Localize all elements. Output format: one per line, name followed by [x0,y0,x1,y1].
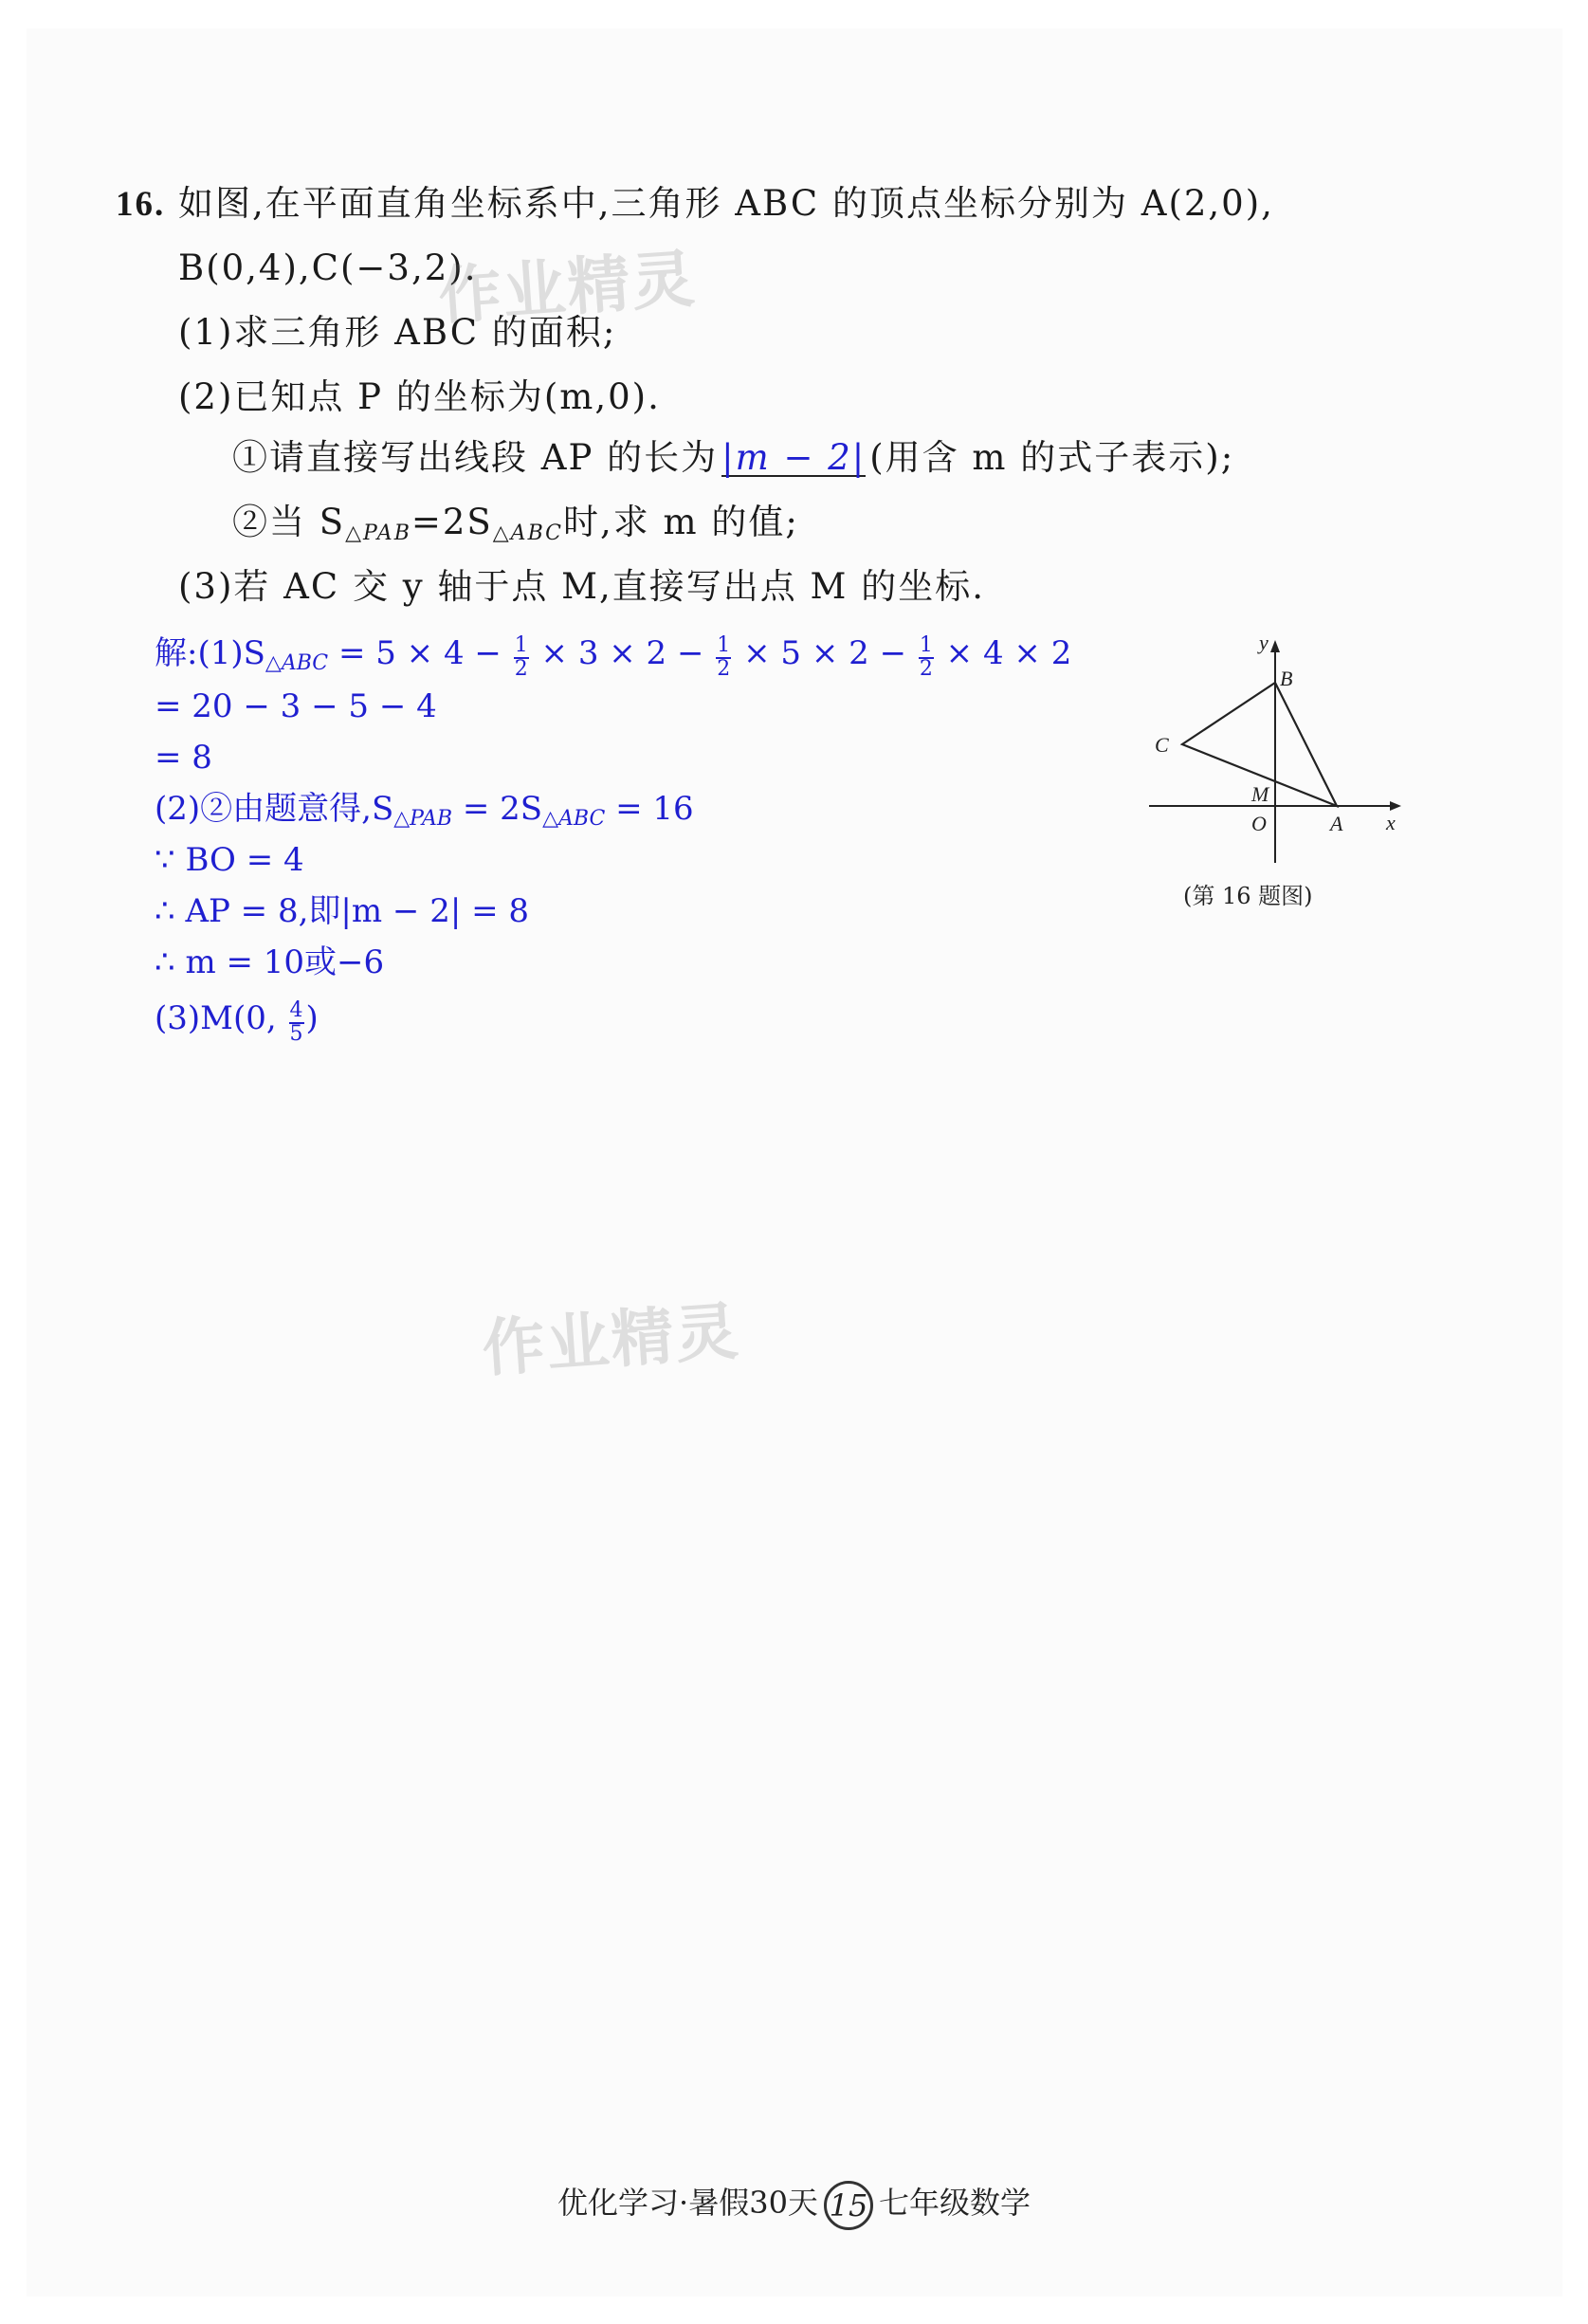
label-a: A [1330,812,1343,835]
solution-line-5: ∵ BO = 4 [155,841,304,879]
page-sheet [27,28,1562,2297]
solution-line-6: ∴ AP = 8,即|m − 2| = 8 [155,892,530,930]
q2b-prefix: ②当 S [232,502,346,542]
q2b-sub1: △PAB [345,522,411,545]
footer-book-title: 优化学习·暑假30天 [557,2185,818,2221]
watermark-middle: 作业精灵 [480,1294,742,1386]
sol-l1-prefix: 解:(1)S [155,634,265,672]
label-o: O [1251,812,1267,835]
frac-num: 1 [717,633,731,657]
q2b-suffix: 时,求 m 的值; [562,502,799,542]
sol-l1-c: × 5 × 2 − [733,634,917,672]
problem-stem-1: 如图,在平面直角坐标系中,三角形 ABC 的顶点坐标分别为 A(2,0), [178,183,1274,224]
fraction-half-3 [919,635,934,680]
label-c: C [1155,733,1169,757]
solution-line-1 [155,635,1071,680]
label-y: y [1259,631,1269,654]
solution-line-7: ∴ m = 10或−6 [155,943,385,981]
fraction-half-1 [514,635,529,680]
question-3 [178,566,985,607]
solution-line-3: = 8 [155,739,212,777]
question-2b [232,504,799,544]
x-axis-arrow [1390,801,1401,811]
frac-den: 2 [717,657,731,681]
figure-caption: (第 16 题图) [1183,883,1313,909]
question-1-text: (1)求三角形 ABC 的面积; [178,312,617,353]
solution-line-2: = 20 − 3 − 5 − 4 [155,687,437,725]
problem-line-2 [178,247,478,288]
footer-subject: 七年级数学 [878,2185,1031,2221]
page-number-badge: 15 [824,2181,873,2230]
question-2a [232,437,1235,478]
watermark-top: 作业精灵 [436,242,699,334]
problem-number: 16. [116,185,166,224]
solution-line-4 [155,790,694,831]
sol-l8-suffix: ) [305,999,319,1037]
sol-l4-sub1: △PAB [393,807,453,831]
problem-line-1 [116,183,1274,224]
label-x: x [1386,811,1396,834]
sol-l1-sub: △ABC [265,651,329,675]
frac-den: 2 [514,657,528,681]
question-2-text: (2)已知点 P 的坐标为(m,0). [178,376,661,417]
question-2 [178,376,661,417]
frac-num: 1 [514,633,528,657]
sol-l1-b: × 3 × 2 − [530,634,715,672]
sol-l4-sub2: △ABC [542,807,606,831]
frac-den: 2 [919,657,933,681]
sol-l4-prefix: (2)②由题意得,S [155,790,394,828]
label-b: B [1280,667,1293,690]
answer-blank: |m − 2| [721,437,867,478]
problem-stem-2: B(0,4),C(−3,2). [178,247,478,288]
y-axis-arrow [1270,640,1280,652]
question-2a-after: (用含 m 的式子表示); [869,437,1235,478]
sol-l8-prefix: (3)M(0, [155,999,277,1037]
question-3-text: (3)若 AC 交 y 轴于点 M,直接写出点 M 的坐标. [178,566,985,607]
q2b-mid: =2S [411,502,493,542]
q2b-sub2: △ABC [492,522,563,545]
sol-l1-d: × 4 × 2 [935,634,1072,672]
frac-den: 5 [289,1022,303,1046]
page-footer [0,2179,1588,2230]
solution-line-8 [155,1000,319,1045]
sol-l4-mid: = 2S [452,790,543,828]
label-m: M [1251,782,1269,806]
frac-num: 1 [919,633,933,657]
fraction-half-2 [716,635,731,680]
sol-l1-a: = 5 × 4 − [328,634,512,672]
coordinate-figure [1138,631,1422,887]
sol-l4-suffix: = 16 [605,790,694,828]
question-2a-before: ①请直接写出线段 AP 的长为 [232,437,719,478]
fraction-four-fifths [289,1000,304,1045]
frac-num: 4 [289,998,303,1022]
